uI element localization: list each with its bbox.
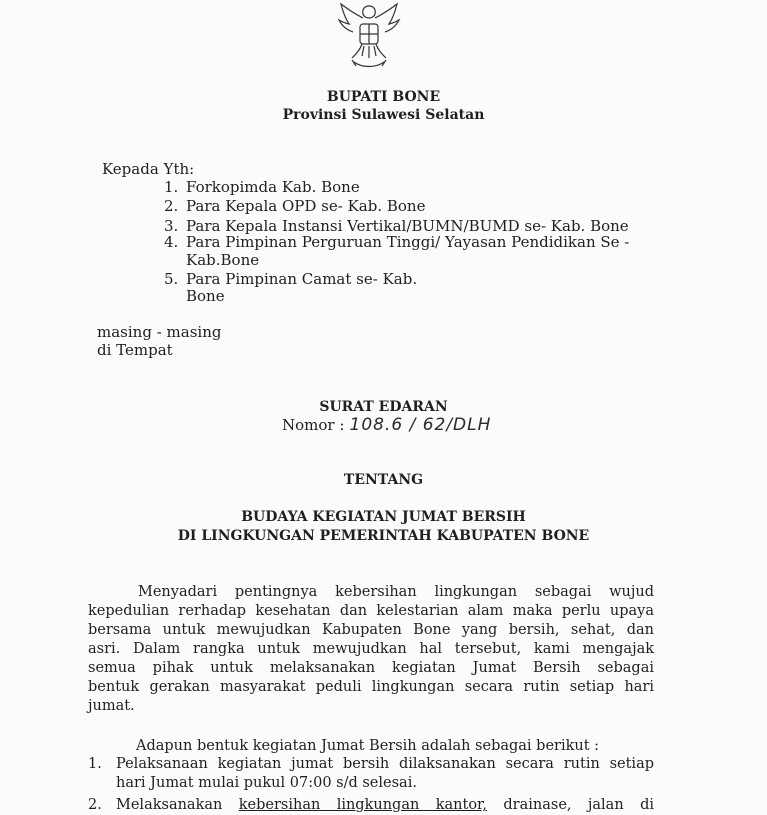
letter-type: SURAT EDARAN [319,399,448,415]
activity-list [88,755,654,815]
recipient-item: 5. Para Pimpinan Camat se- Kab. [164,270,418,288]
recipient-item-continuation: Kab.Bone [186,251,260,269]
recipients-place: di Tempat [97,341,173,359]
recipient-item: 1. Forkopimda Kab. Bone [164,178,360,196]
letter-number-label: Nomor : [282,416,345,434]
list-item: 2. Melaksanakan kebersihan lingkungan kantor, drainase, jalan di [88,797,654,813]
letter-about: TENTANG [343,472,424,488]
body-paragraph-1: Menyadari pentingnya kebersihan lingkungan sebagai wujud kepedulian rerhadap kesehatan dan kelestarian alam maka perlu upaya bersama untuk mewujudkan Kabupaten Bone yang bersih, sehat, dan asri. Dalam rangka untuk mewujudkan hal tersebut, kami mengajak semua pihak untuk melaksanakan kegiatan Jumat Bersih sebagai bentuk gerakan masyarakat peduli lingkungan secara rutin setiap hari jumat. [88,584,654,714]
letter-number [282,415,491,435]
letter-subject-line2: DI LINGKUNGAN PEMERINTAH KABUPATEN BONE [177,528,590,544]
recipient-item: 2. Para Kepala OPD se- Kab. Bone [164,197,426,215]
recipients-intro: Kepada Yth: [102,160,195,178]
garuda-emblem-icon [332,0,406,74]
header-subtitle: Provinsi Sulawesi Selatan [282,107,485,123]
body-paragraph-2: Adapun bentuk kegiatan Jumat Bersih adalah sebagai berikut : [136,738,600,754]
recipient-item: 4. Para Pimpinan Perguruan Tinggi/ Yayasan Pendidikan Se - [164,233,630,251]
recipient-item: 3. Para Kepala Instansi Vertikal/BUMN/BUMD se- Kab. Bone [164,217,629,235]
header-title: BUPATI BONE [326,89,441,105]
list-item: 1. Pelaksanaan kegiatan jumat bersih dilaksanakan secara rutin setiap hari Jumat mulai pukul 07:00 s/d selesai. [88,756,654,791]
recipients-closing: masing - masing [97,323,222,341]
letter-subject-line1: BUDAYA KEGIATAN JUMAT BERSIH [241,509,526,525]
letter-number-value: 108.6 / 62/DLH [349,415,492,435]
recipient-item-continuation: Bone [186,287,225,305]
